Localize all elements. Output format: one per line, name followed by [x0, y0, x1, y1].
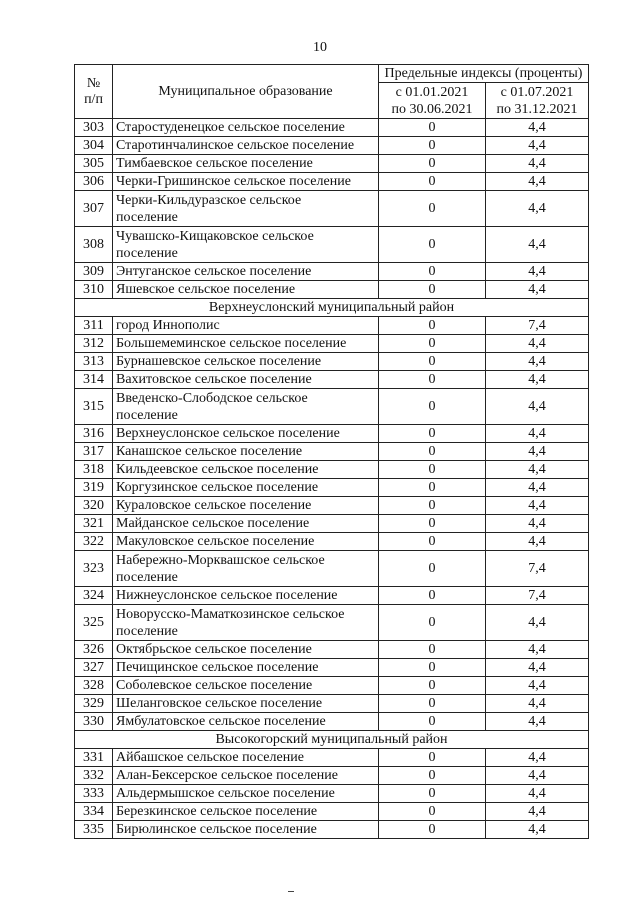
header-num-line2: п/п [84, 91, 103, 107]
row-number: 304 [75, 137, 113, 155]
municipality-name [113, 281, 379, 299]
index-period-1: 0 [379, 371, 486, 389]
municipality-name [113, 533, 379, 551]
table-row [75, 263, 589, 281]
index-period-1: 0 [379, 713, 486, 731]
row-number: 314 [75, 371, 113, 389]
municipality-name-line1: Верхнеуслонское сельское поселение [116, 426, 340, 441]
index-period-1: 0 [379, 461, 486, 479]
table-row [75, 389, 589, 425]
municipality-name-line2: поселение [116, 569, 178, 585]
municipality-name [113, 155, 379, 173]
index-period-2: 7,4 [486, 551, 589, 587]
index-period-2: 4,4 [486, 713, 589, 731]
row-number: 333 [75, 785, 113, 803]
index-period-2: 4,4 [486, 263, 589, 281]
index-period-1: 0 [379, 317, 486, 335]
row-number: 305 [75, 155, 113, 173]
municipality-name-line1: Чувашско-Кищаковское сельское [116, 228, 314, 244]
municipality-name-line1: Коргузинское сельское поселение [116, 480, 319, 495]
municipality-name [113, 443, 379, 461]
municipality-name-line2: поселение [116, 245, 178, 261]
index-period-2: 4,4 [486, 767, 589, 785]
municipality-name [113, 173, 379, 191]
municipality-name [113, 137, 379, 155]
municipality-name-line2: поселение [116, 209, 178, 225]
municipality-name-line1: Бирюлинское сельское поселение [116, 822, 317, 837]
table-row [75, 371, 589, 389]
row-number: 325 [75, 605, 113, 641]
municipality-name-line2: поселение [116, 407, 178, 423]
index-period-2: 4,4 [486, 227, 589, 263]
index-period-2: 4,4 [486, 389, 589, 425]
table-row [75, 281, 589, 299]
header-period-2-line1: с 01.07.2021 [500, 84, 574, 100]
index-period-1: 0 [379, 263, 486, 281]
table-row [75, 425, 589, 443]
index-period-2: 4,4 [486, 749, 589, 767]
index-period-2: 4,4 [486, 515, 589, 533]
page-number: 10 [313, 40, 327, 55]
row-number: 322 [75, 533, 113, 551]
municipality-name [113, 461, 379, 479]
index-period-1: 0 [379, 425, 486, 443]
municipality-name [113, 677, 379, 695]
table-row [75, 803, 589, 821]
row-number: 311 [75, 317, 113, 335]
municipality-name [113, 353, 379, 371]
header-row-1 [75, 65, 589, 83]
index-period-1: 0 [379, 281, 486, 299]
table-row [75, 515, 589, 533]
index-period-2: 4,4 [486, 533, 589, 551]
index-period-1: 0 [379, 119, 486, 137]
index-period-1: 0 [379, 515, 486, 533]
municipality-name [113, 803, 379, 821]
header-municipality: Муниципальное образование [113, 65, 379, 119]
index-period-1: 0 [379, 605, 486, 641]
index-period-1: 0 [379, 533, 486, 551]
index-period-1: 0 [379, 191, 486, 227]
municipality-name-line1: Введенско-Слободское сельское [116, 390, 308, 406]
municipality-name-line1: Черки-Гришинское сельское поселение [116, 174, 351, 189]
table-row [75, 587, 589, 605]
index-period-1: 0 [379, 443, 486, 461]
table-row [75, 695, 589, 713]
municipality-name [113, 191, 379, 227]
municipality-name-line1: Октябрьское сельское поселение [116, 642, 312, 657]
row-number: 316 [75, 425, 113, 443]
municipality-name-line1: Новорусско-Маматкозинское сельское [116, 606, 345, 622]
table-row [75, 353, 589, 371]
row-number: 332 [75, 767, 113, 785]
municipality-name [113, 749, 379, 767]
index-period-1: 0 [379, 749, 486, 767]
header-period-2-line2: по 31.12.2021 [496, 101, 578, 117]
municipality-name [113, 389, 379, 425]
table-row [75, 533, 589, 551]
index-period-1: 0 [379, 137, 486, 155]
municipality-name [113, 497, 379, 515]
indices-table [74, 64, 589, 839]
index-period-2: 4,4 [486, 677, 589, 695]
index-period-1: 0 [379, 551, 486, 587]
table-body [75, 65, 589, 839]
municipality-name-line1: Старотинчалинское сельское поселение [116, 138, 355, 153]
index-period-2: 4,4 [486, 479, 589, 497]
municipality-name [113, 767, 379, 785]
municipality-name-line1: Бурнашевское сельское поселение [116, 354, 322, 369]
row-number: 324 [75, 587, 113, 605]
municipality-name-line1: Черки-Кильдуразское сельское [116, 192, 302, 208]
table-row [75, 713, 589, 731]
index-period-1: 0 [379, 695, 486, 713]
district-title: Высокогорский муниципальный район [75, 731, 589, 749]
municipality-name-line1: Энтуганское сельское поселение [116, 264, 312, 279]
table-row [75, 137, 589, 155]
municipality-name-line1: Соболевское сельское поселение [116, 678, 313, 693]
scan-mark [288, 891, 294, 892]
municipality-name [113, 263, 379, 281]
municipality-name [113, 551, 379, 587]
row-number: 310 [75, 281, 113, 299]
municipality-name [113, 785, 379, 803]
row-number: 321 [75, 515, 113, 533]
index-period-1: 0 [379, 821, 486, 839]
municipality-name [113, 605, 379, 641]
row-number: 307 [75, 191, 113, 227]
municipality-name [113, 659, 379, 677]
index-period-1: 0 [379, 335, 486, 353]
index-period-2: 4,4 [486, 425, 589, 443]
header-number-cell [75, 65, 113, 119]
index-period-1: 0 [379, 173, 486, 191]
table-row [75, 605, 589, 641]
index-period-2: 4,4 [486, 605, 589, 641]
index-period-1: 0 [379, 641, 486, 659]
row-number: 329 [75, 695, 113, 713]
index-period-2: 4,4 [486, 659, 589, 677]
table-row [75, 155, 589, 173]
index-period-2: 4,4 [486, 695, 589, 713]
municipality-name-line1: Тимбаевское сельское поселение [116, 156, 313, 171]
municipality-name-line1: город Иннополис [116, 318, 220, 333]
municipality-name-line1: Набережно-Морквашское сельское [116, 552, 325, 568]
municipality-name [113, 515, 379, 533]
index-period-2: 4,4 [486, 641, 589, 659]
index-period-2: 4,4 [486, 461, 589, 479]
district-row [75, 731, 589, 749]
row-number: 309 [75, 263, 113, 281]
table-row [75, 497, 589, 515]
municipality-name-line1: Шеланговское сельское поселение [116, 696, 323, 711]
index-period-1: 0 [379, 479, 486, 497]
table-row [75, 641, 589, 659]
row-number: 318 [75, 461, 113, 479]
index-period-1: 0 [379, 155, 486, 173]
district-row [75, 299, 589, 317]
index-period-1: 0 [379, 353, 486, 371]
index-period-1: 0 [379, 497, 486, 515]
table-row [75, 479, 589, 497]
index-period-1: 0 [379, 659, 486, 677]
municipality-name-line1: Печищинское сельское поселение [116, 660, 319, 675]
row-number: 331 [75, 749, 113, 767]
municipality-name [113, 713, 379, 731]
row-number: 327 [75, 659, 113, 677]
table-row [75, 551, 589, 587]
row-number: 330 [75, 713, 113, 731]
index-period-2: 4,4 [486, 335, 589, 353]
index-period-2: 4,4 [486, 191, 589, 227]
index-period-1: 0 [379, 803, 486, 821]
table-row [75, 173, 589, 191]
index-period-1: 0 [379, 587, 486, 605]
index-period-1: 0 [379, 677, 486, 695]
municipality-name [113, 479, 379, 497]
municipality-name-line1: Вахитовское сельское поселение [116, 372, 312, 387]
row-number: 323 [75, 551, 113, 587]
table-row [75, 317, 589, 335]
municipality-name-line1: Нижнеуслонское сельское поселение [116, 588, 338, 603]
municipality-name [113, 335, 379, 353]
table-row [75, 821, 589, 839]
index-period-2: 4,4 [486, 137, 589, 155]
table-row [75, 767, 589, 785]
header-period-1 [379, 83, 486, 119]
municipality-name [113, 695, 379, 713]
municipality-name-line1: Алан-Бексерское сельское поселение [116, 768, 338, 783]
row-number: 313 [75, 353, 113, 371]
municipality-name-line1: Майданское сельское поселение [116, 516, 310, 531]
index-period-2: 7,4 [486, 317, 589, 335]
municipality-name-line1: Старостуденецкое сельское поселение [116, 120, 345, 135]
row-number: 317 [75, 443, 113, 461]
table-row [75, 785, 589, 803]
row-number: 308 [75, 227, 113, 263]
municipality-name [113, 119, 379, 137]
row-number: 306 [75, 173, 113, 191]
index-period-2: 4,4 [486, 119, 589, 137]
municipality-name-line1: Большемеминское сельское поселение [116, 336, 347, 351]
index-period-2: 4,4 [486, 785, 589, 803]
table-row [75, 335, 589, 353]
municipality-name-line1: Яшевское сельское поселение [116, 282, 296, 297]
municipality-name [113, 641, 379, 659]
municipality-name-line1: Кураловское сельское поселение [116, 498, 312, 513]
header-period-1-line1: с 01.01.2021 [395, 84, 469, 100]
table-row [75, 677, 589, 695]
row-number: 319 [75, 479, 113, 497]
municipality-name [113, 317, 379, 335]
index-period-1: 0 [379, 767, 486, 785]
index-period-2: 4,4 [486, 155, 589, 173]
municipality-name-line1: Айбашское сельское поселение [116, 750, 304, 765]
municipality-name-line1: Ямбулатовское сельское поселение [116, 714, 326, 729]
municipality-name [113, 587, 379, 605]
row-number: 303 [75, 119, 113, 137]
table-row [75, 659, 589, 677]
header-indices-title: Предельные индексы (проценты) [379, 65, 589, 83]
row-number: 328 [75, 677, 113, 695]
index-period-1: 0 [379, 785, 486, 803]
municipality-name [113, 371, 379, 389]
row-number: 315 [75, 389, 113, 425]
table-row [75, 119, 589, 137]
table-row [75, 749, 589, 767]
row-number: 335 [75, 821, 113, 839]
table-row [75, 191, 589, 227]
table-row [75, 227, 589, 263]
index-period-2: 4,4 [486, 497, 589, 515]
municipality-name-line1: Макуловское сельское поселение [116, 534, 315, 549]
municipality-name [113, 425, 379, 443]
municipality-name-line1: Канашское сельское поселение [116, 444, 303, 459]
header-period-2 [486, 83, 589, 119]
municipality-name-line2: поселение [116, 623, 178, 639]
district-title: Верхнеуслонский муниципальный район [75, 299, 589, 317]
row-number: 312 [75, 335, 113, 353]
index-period-2: 4,4 [486, 281, 589, 299]
municipality-name [113, 227, 379, 263]
index-period-1: 0 [379, 227, 486, 263]
municipality-name [113, 821, 379, 839]
index-period-2: 4,4 [486, 803, 589, 821]
index-period-2: 4,4 [486, 821, 589, 839]
row-number: 334 [75, 803, 113, 821]
municipality-name-line1: Березкинское сельское поселение [116, 804, 318, 819]
table-row [75, 443, 589, 461]
header-period-1-line2: по 30.06.2021 [391, 101, 473, 117]
row-number: 326 [75, 641, 113, 659]
table-row [75, 461, 589, 479]
index-period-2: 7,4 [486, 587, 589, 605]
index-period-2: 4,4 [486, 443, 589, 461]
municipality-name-line1: Кильдеевское сельское поселение [116, 462, 319, 477]
index-period-1: 0 [379, 389, 486, 425]
municipality-name-line1: Альдермышское сельское поселение [116, 786, 335, 801]
header-num-line1: № [86, 75, 101, 91]
row-number: 320 [75, 497, 113, 515]
index-period-2: 4,4 [486, 371, 589, 389]
index-period-2: 4,4 [486, 353, 589, 371]
index-period-2: 4,4 [486, 173, 589, 191]
